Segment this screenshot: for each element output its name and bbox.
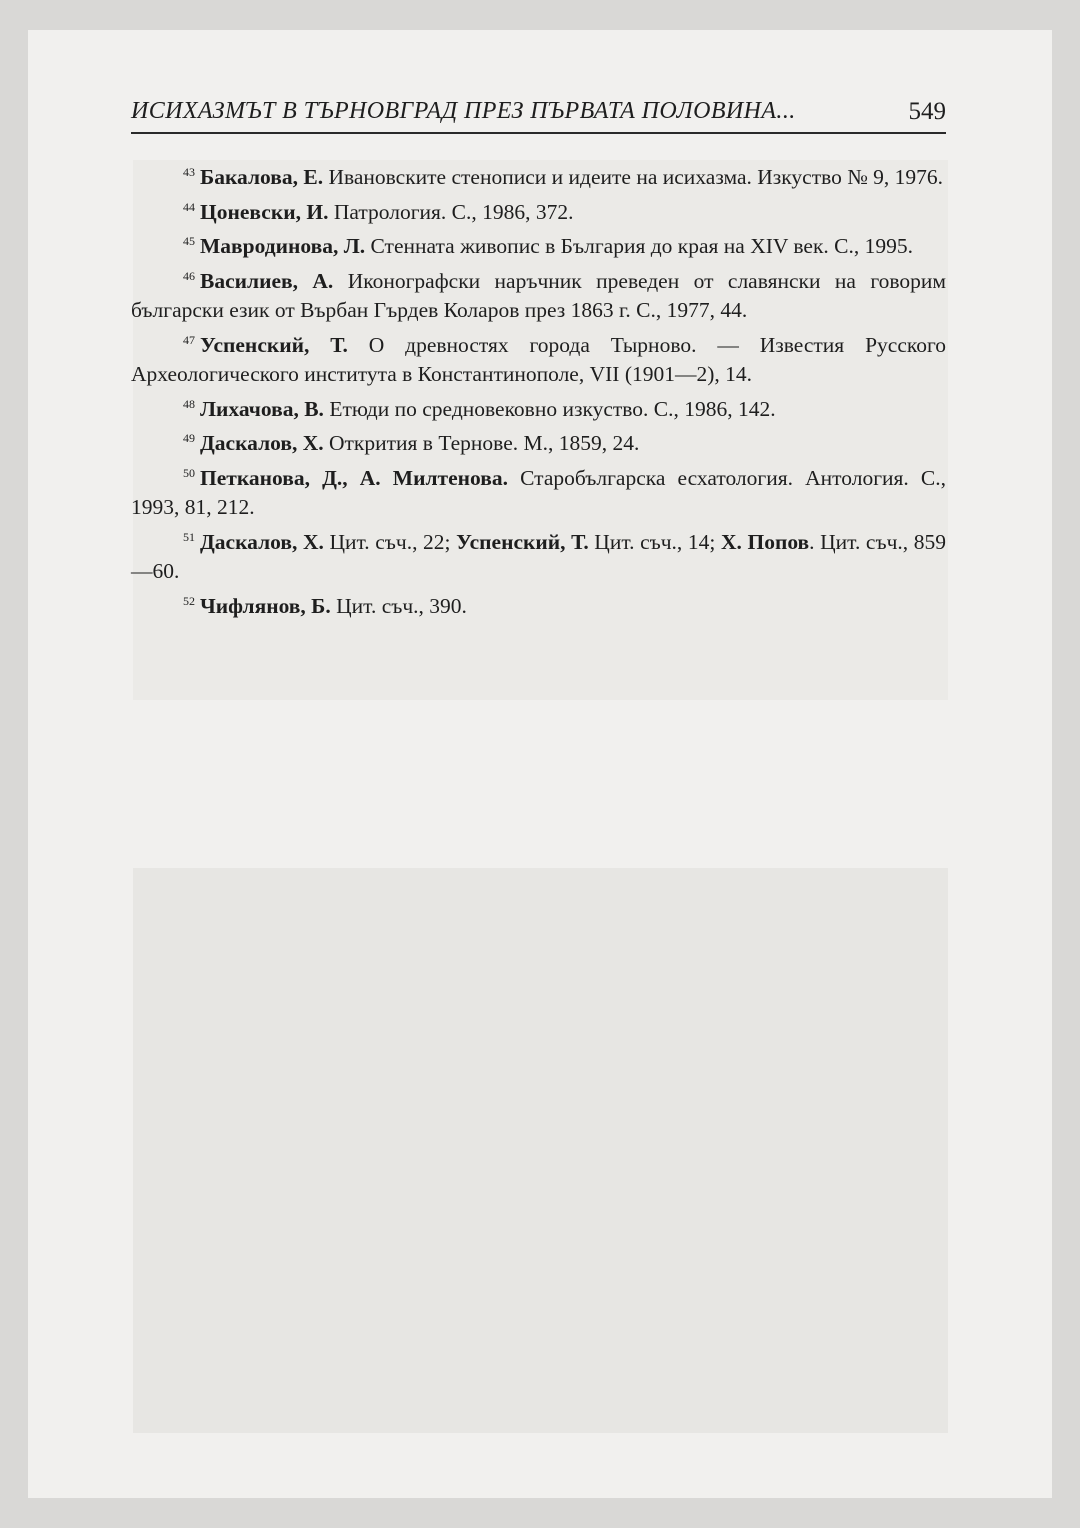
footnote-author: Цоневски, И. — [200, 199, 329, 224]
footnote — [131, 227, 946, 262]
footnote — [131, 390, 946, 425]
footnote-text: Ивановските стенописи и идеите на исихазма. Изкуство № 9, 1976. — [323, 165, 944, 189]
footnote-text: . Цит. съч., 859—60. — [131, 529, 946, 583]
footnote-text: Открития в Тернове. М., 1859, 24. — [323, 431, 640, 455]
footnote — [131, 587, 946, 622]
footnote-text: Цит. съч., 390. — [330, 593, 467, 618]
footnote-text: Старобългарска есхатология. Антология. С., 1993, 81, 212. — [131, 465, 947, 519]
footnote-author: Даскалов, Х. — [200, 431, 324, 455]
footnote-text: Стенната живопис в България до края на XIV век. С., 1995. — [365, 234, 914, 258]
page-number: 549 — [908, 98, 946, 125]
running-title: ИСИХАЗМЪТ В ТЪРНОВГРАД ПРЕЗ ПЪРВАТА ПОЛОВИНА... — [131, 98, 796, 124]
footnote — [131, 424, 946, 459]
footnote-author: Даскалов, Х. — [200, 529, 324, 554]
footnote — [131, 158, 946, 193]
footnote-author: Бакалова, Е. — [200, 165, 324, 189]
footnote-text: Етюди по средновековно изкуство. С., 1986, 142. — [323, 396, 776, 421]
footnotes-list — [131, 158, 946, 621]
show-through-image-bottom — [133, 868, 948, 1433]
footnote-text: Иконографски наръчник преведен от славянски на говорим български език от Върбан Гърдев Коларов през 1863 г. С., 1977, 44. — [131, 268, 946, 322]
footnote-author: Успенский, Т. — [456, 529, 589, 554]
footnote — [131, 326, 946, 390]
footnote-author: Петканова, Д., А. Милтенова. — [200, 465, 508, 490]
footnote-author: Успенский, Т. — [200, 332, 348, 357]
footnote-text: Цит. съч., 14; — [588, 529, 721, 554]
footnote-author: Лихачова, В. — [200, 396, 324, 421]
footnote — [131, 262, 946, 326]
footnote-author: Василиев, А. — [200, 268, 334, 293]
footnote-number: 48 — [183, 396, 195, 411]
footnote-number: 50 — [183, 465, 195, 480]
footnote-number: 46 — [183, 268, 195, 283]
running-header — [131, 98, 946, 134]
footnote-text: Патрология. С., 1986, 372. — [328, 199, 574, 224]
footnote — [131, 523, 946, 587]
footnote-number: 52 — [183, 593, 195, 608]
footnote — [131, 193, 946, 228]
footnote-number: 51 — [183, 529, 195, 544]
footnote-number: 45 — [183, 234, 195, 248]
footnote-number: 43 — [183, 165, 195, 179]
document-page — [28, 30, 1052, 1498]
footnote-author: Чифлянов, Б. — [200, 593, 331, 618]
footnote-text: О древностях города Тырново. — Известия Русского Археологического института в Константинополе, VII (1901—2), 14. — [131, 332, 946, 386]
footnote-number: 47 — [183, 332, 195, 347]
footnote-number: 44 — [183, 199, 195, 214]
footnote-author: Х. Попов — [720, 529, 810, 554]
footnote-text: Цит. съч., 22; — [323, 529, 457, 554]
footnote-number: 49 — [183, 431, 195, 445]
footnote — [131, 459, 946, 523]
footnote-author: Мавродинова, Л. — [200, 234, 366, 258]
